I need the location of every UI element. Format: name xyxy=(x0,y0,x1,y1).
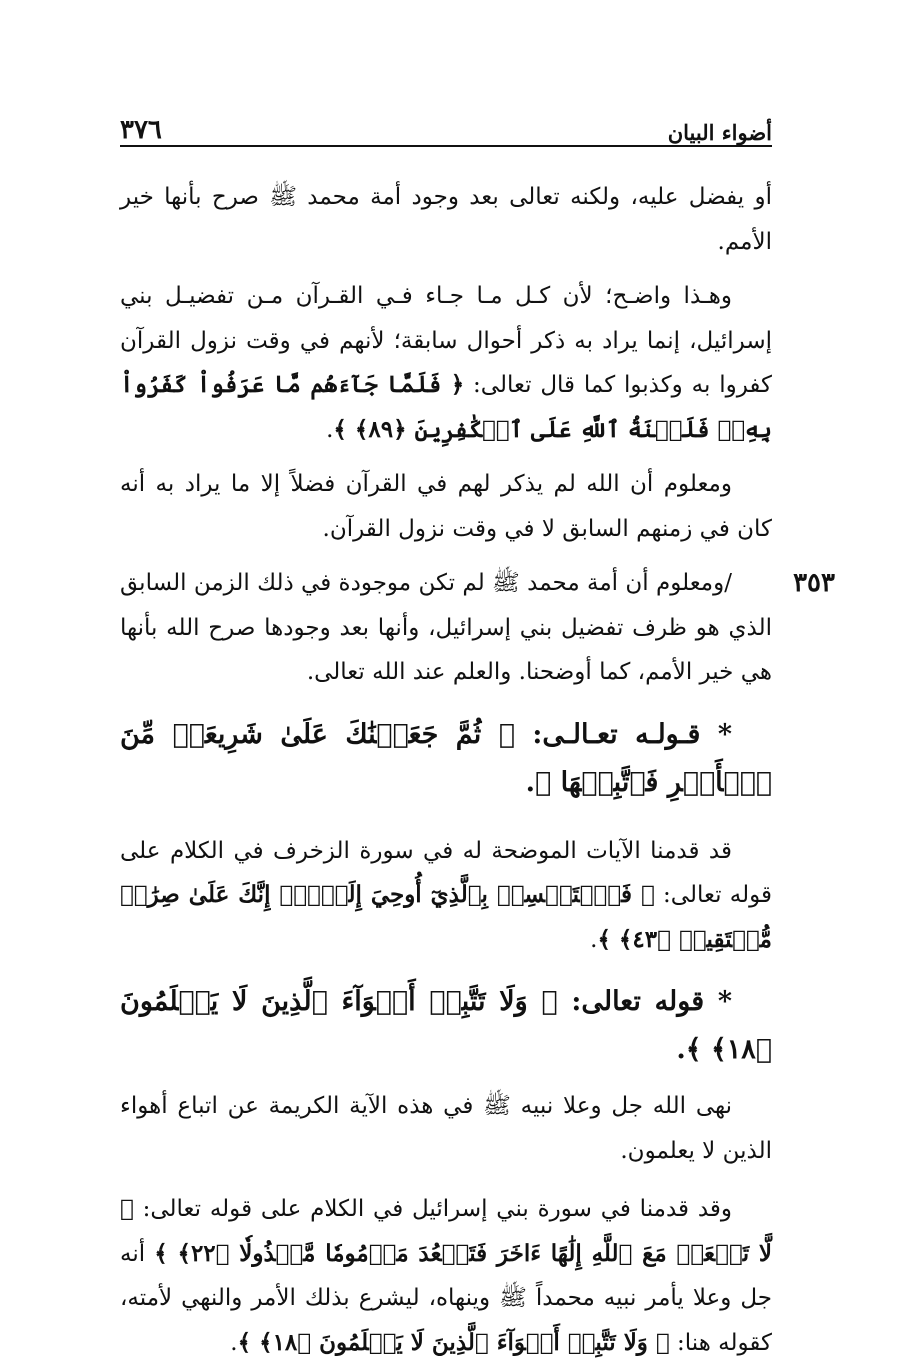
paragraph-2-text: وهـذا واضـح؛ لأن كـل مـا جـاء فـي القـرآن مـن تفضيـل بني إسرائيل، إنما يراد به ذكر أحوال سابقة؛ لأنهم في وقت نزول القرآن كفروا به وكذبوا كما قال تعالى: xyxy=(120,283,772,398)
quran-verse: ﴿ فَٱسۡتَمۡسِكۡ بِٱلَّذِيٓ أُوحِيَ إِلَيۡكَۖ إِنَّكَ عَلَىٰ صِرَٰطٖ مُّسۡتَقِيمٖ ﴿٤٣﴾ ﴾ xyxy=(120,881,772,953)
heading-1-end: . xyxy=(525,766,535,798)
quran-verse: ﴿ فَلَمَّا جَآءَهُم مَّا عَرَفُواْ كَفَرُواْ بِهِۦۚ فَلَعۡنَةُ ٱللَّهِ عَلَى ٱلۡكَٰفِرِينَ ﴿٨٩﴾ ﴾ xyxy=(120,371,772,443)
verse-heading-2 xyxy=(120,978,772,1074)
margin-page-number: ٣٥٣ xyxy=(793,568,835,598)
heading-2-lead: * قوله تعالى: xyxy=(557,986,732,1017)
heading-2-end: . xyxy=(676,1034,686,1065)
verse-heading-1 xyxy=(120,711,772,807)
paragraph-7-end: . xyxy=(230,1329,238,1356)
heading-1-lead: * قـولـه تعـالـى: xyxy=(514,718,733,750)
paragraph-5 xyxy=(120,829,772,963)
quran-verse: ﴿ وَلَا تَتَّبِعۡ أَهۡوَآءَ ٱلَّذِينَ لَا يَعۡلَمُونَ ﴿١٨﴾ ﴾ xyxy=(237,1328,670,1356)
page-header xyxy=(120,105,772,147)
book-title: أضواء البيان xyxy=(667,120,772,145)
paragraph-4-text: /ومعلوم أن أمة محمد ﷺ لم تكن موجودة في ذلك الزمن السابق الذي هو ظرف تفضيل بني إسرائيل، وأنها بعد وجودها صرح الله بأنها هي خير الأمم، كما أوضحنا. والعلم عند الله تعالى. xyxy=(120,570,772,685)
paragraph-7 xyxy=(120,1187,772,1365)
quran-verse: ﴿ ثُمَّ جَعَلۡنَٰكَ عَلَىٰ شَرِيعَةٖ مِّنَ ٱلۡأَمۡرِ فَٱتَّبِعۡهَا ﴾ xyxy=(120,718,772,798)
paragraph-5-text: قد قدمنا الآيات الموضحة له في سورة الزخرف في الكلام على قوله تعالى: xyxy=(120,837,772,908)
book-page xyxy=(120,105,835,1365)
page-number: ٣٧٦ xyxy=(120,115,162,145)
paragraph-2-end: . xyxy=(326,416,334,443)
paragraph-5-end: . xyxy=(590,926,598,953)
paragraph-2 xyxy=(120,274,772,452)
quran-verse: ﴿ لَّا تَجۡعَلۡ مَعَ ٱللَّهِ إِلَٰهًا ءَاخَرَ فَتَقۡعُدَ مَذۡمُومٗا مَّخۡذُولٗا ﴿٢٢﴾ ﴾ xyxy=(120,1195,773,1267)
paragraph-7-text: وقد قدمنا في سورة بني إسرائيل في الكلام على قوله تعالى: xyxy=(133,1196,732,1222)
paragraph-6: نهى الله جل وعلا نبيه ﷺ في هذه الآية الكريمة عن اتباع أهواء الذين لا يعلمون. xyxy=(120,1093,772,1164)
paragraph-1: أو يفضل عليه، ولكنه تعالى بعد وجود أمة محمد ﷺ صرح بأنها خير الأمم. xyxy=(120,184,772,255)
paragraph-7-rest: أنه جل وعلا يأمر نبيه محمداً ﷺ وينهاه، ليشرع بذلك الأمر والنهي لأمته، كقوله هنا: xyxy=(120,1240,772,1356)
paragraph-3: ومعلوم أن الله لم يذكر لهم في القرآن فضلاً إلا ما يراد به أنه كان في زمنهم السابق لا في وقت نزول القرآن. xyxy=(120,471,772,542)
paragraph-4 xyxy=(120,561,835,695)
quran-verse: ﴿ وَلَا تَتَّبِعۡ أَهۡوَآءَ ٱلَّذِينَ لَا يَعۡلَمُونَ ﴿١٨﴾ ﴾ xyxy=(120,986,772,1065)
